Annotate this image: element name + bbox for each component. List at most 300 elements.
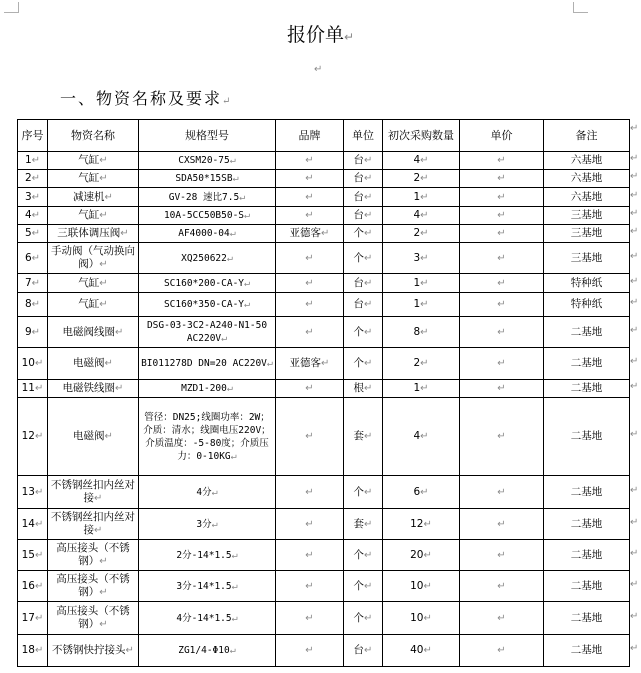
cell-text: 套	[353, 517, 365, 530]
cell-remarks	[544, 398, 630, 476]
cell-text: 个	[353, 485, 365, 498]
cell-mark: ↵	[99, 173, 108, 184]
cell-mark: ↵	[229, 645, 236, 656]
cell-text: 高压接头（不锈钢）	[56, 542, 130, 567]
cell-mark: ↵	[364, 252, 373, 264]
cell-text: 不锈钢快拧接头	[52, 644, 126, 656]
cell-remarks	[544, 602, 630, 635]
cell-mark: ↵	[420, 277, 429, 289]
cell-unit-price	[460, 225, 544, 243]
cell-spec	[139, 317, 276, 348]
cell-mark: ↵	[230, 450, 237, 462]
cell-text: XQ250622	[181, 252, 227, 264]
header-quantity: 初次采购数量	[383, 120, 460, 152]
cell-quantity	[383, 571, 460, 602]
cell-mark: ↵	[305, 580, 314, 592]
cell-text: AF4000-04	[178, 228, 230, 239]
cell-mark: ↵	[34, 580, 44, 592]
header-remarks: 备注	[544, 120, 630, 152]
cell-unit-price	[460, 317, 544, 348]
cell-text: 4	[24, 209, 32, 221]
cell-spec	[139, 540, 276, 571]
cell-text: 个	[353, 325, 365, 338]
cell-index	[18, 509, 48, 540]
cell-brand	[276, 571, 344, 602]
cell-mark: ↵	[305, 383, 314, 394]
table-row	[18, 509, 630, 540]
cell-mark: ↵	[34, 431, 44, 442]
cell-mark: ↵	[226, 383, 233, 394]
cell-mark: ↵	[364, 326, 373, 338]
cell-mark: ↵	[420, 252, 429, 264]
row-end-mark: ↵	[630, 484, 639, 496]
row-end-mark: ↵	[630, 171, 639, 182]
cell-quantity	[383, 380, 460, 398]
cell-mark: ↵	[305, 326, 314, 338]
cell-text: 2	[413, 172, 421, 184]
cell-index	[18, 152, 48, 170]
cell-mark: ↵	[364, 358, 373, 369]
cell-text: 二基地	[570, 430, 603, 442]
cell-spec	[139, 509, 276, 540]
cell-item-name	[48, 398, 139, 476]
cell-mark: ↵	[305, 431, 314, 442]
cell-spec	[139, 398, 276, 476]
cell-mark: ↵	[497, 358, 506, 369]
cell-mark: ↵	[497, 252, 506, 264]
cell-remarks	[544, 476, 630, 509]
cell-index	[18, 207, 48, 225]
cell-text: 6	[413, 485, 421, 498]
cell-text: 8	[413, 325, 421, 338]
cell-text: 不锈钢丝扣内丝对接	[51, 479, 135, 504]
cell-text: 三联体调压阀	[57, 227, 121, 239]
cell-spec	[139, 348, 276, 380]
cell-text: 1	[413, 276, 421, 289]
cell-mark: ↵	[364, 580, 373, 592]
cell-mark: ↵	[31, 191, 41, 203]
cell-unit	[344, 635, 383, 667]
row-end-mark: ↵	[630, 547, 639, 559]
cell-text: 套	[353, 430, 365, 442]
cell-mark: ↵	[31, 299, 41, 310]
cell-text: 气缸	[78, 209, 100, 221]
cell-mark: ↵	[34, 518, 44, 530]
cell-mark: ↵	[364, 431, 373, 442]
cell-index	[18, 274, 48, 293]
cell-index	[18, 170, 48, 188]
cell-mark: ↵	[231, 612, 238, 624]
cell-brand	[276, 225, 344, 243]
cell-remarks	[544, 243, 630, 274]
cell-text: 3	[413, 251, 421, 264]
cell-mark: ↵	[244, 277, 251, 289]
cell-text: 气缸	[78, 276, 100, 289]
cell-mark: ↵	[497, 191, 506, 203]
cell-text: 个	[353, 251, 365, 264]
table-row	[18, 317, 630, 348]
cell-text: 根	[353, 382, 365, 394]
cell-mark: ↵	[305, 252, 314, 264]
cell-mark: ↵	[497, 645, 506, 656]
cell-quantity	[383, 398, 460, 476]
cell-text: 2	[413, 357, 421, 369]
cell-spec	[139, 225, 276, 243]
table-row	[18, 571, 630, 602]
cell-item-name	[48, 207, 139, 225]
cell-index	[18, 317, 48, 348]
cell-text: 个	[353, 227, 365, 239]
row-end-mark: ↵	[630, 324, 639, 336]
table-row	[18, 348, 630, 380]
cell-mark: ↵	[211, 486, 218, 498]
cell-text: SC160*350-CA-Y	[163, 299, 245, 310]
cell-text: 气缸	[78, 172, 100, 184]
cell-mark: ↵	[364, 228, 373, 239]
cell-mark: ↵	[211, 518, 218, 530]
cell-quantity	[383, 207, 460, 225]
row-end-mark: ↵	[630, 429, 639, 440]
cell-spec	[139, 243, 276, 274]
cell-spec	[139, 571, 276, 602]
cell-text: 14	[21, 517, 35, 530]
cell-index	[18, 348, 48, 380]
cell-remarks	[544, 571, 630, 602]
cell-mark: ↵	[34, 645, 44, 656]
cell-unit	[344, 348, 383, 380]
cell-text: ZG1/4-Φ10	[178, 645, 230, 656]
cell-mark: ↵	[94, 493, 103, 504]
cell-text: 二基地	[570, 357, 603, 369]
cell-text: 高压接头（不锈钢）	[56, 605, 130, 630]
cell-mark: ↵	[34, 612, 44, 624]
cell-brand	[276, 188, 344, 207]
cell-mark: ↵	[229, 155, 236, 166]
cell-mark: ↵	[497, 383, 506, 394]
cell-mark: ↵	[423, 612, 432, 624]
cell-unit-price	[460, 274, 544, 293]
cell-brand	[276, 476, 344, 509]
cell-text: 2分-14*1.5	[176, 549, 232, 561]
row-end-mark: ↵	[630, 610, 639, 622]
cell-item-name	[48, 571, 139, 602]
cell-unit-price	[460, 540, 544, 571]
cell-unit-price	[460, 188, 544, 207]
cell-mark: ↵	[364, 549, 373, 561]
cell-mark: ↵	[232, 173, 239, 184]
cell-quantity	[383, 509, 460, 540]
cell-unit-price	[460, 170, 544, 188]
cell-mark: ↵	[115, 326, 124, 338]
cell-mark: ↵	[497, 173, 506, 184]
cell-remarks	[544, 635, 630, 667]
cell-mark: ↵	[423, 580, 432, 592]
cell-mark: ↵	[104, 431, 113, 442]
cell-text: 8	[24, 298, 32, 310]
cell-brand	[276, 635, 344, 667]
cell-item-name	[48, 293, 139, 317]
cell-remarks	[544, 317, 630, 348]
header-item-name: 物资名称	[48, 120, 139, 152]
cell-spec	[139, 188, 276, 207]
cell-unit-price	[460, 207, 544, 225]
cell-spec	[139, 380, 276, 398]
row-end-mark: ↵	[630, 297, 639, 308]
cell-text: 10A-5CC50B50-S	[163, 210, 245, 221]
cell-text: 7	[24, 276, 32, 289]
cell-text: 4分-14*1.5	[176, 612, 232, 624]
cell-mark: ↵	[497, 210, 506, 221]
cell-text: 9	[24, 325, 32, 338]
cell-mark: ↵	[364, 612, 373, 624]
cell-text: SDA50*15SB	[175, 173, 233, 184]
margin-mark-top-left	[4, 2, 19, 13]
table-row	[18, 602, 630, 635]
cell-index	[18, 293, 48, 317]
cell-mark: ↵	[364, 173, 373, 184]
cell-text: 台	[353, 154, 365, 166]
cell-mark: ↵	[305, 486, 314, 498]
cell-text: CXSM20-75	[178, 155, 230, 166]
cell-text: 个	[353, 611, 365, 624]
table-row	[18, 540, 630, 571]
cell-spec	[139, 602, 276, 635]
cell-mark: ↵	[321, 358, 330, 369]
cell-mark: ↵	[420, 326, 429, 338]
cell-text: 二基地	[570, 611, 603, 624]
cell-brand	[276, 380, 344, 398]
cell-mark: ↵	[31, 277, 41, 289]
cell-text: 电磁阀线圈	[62, 325, 116, 338]
cell-mark: ↵	[104, 191, 113, 203]
cell-text: 4分	[196, 486, 212, 498]
cell-item-name	[48, 170, 139, 188]
cell-item-name	[48, 152, 139, 170]
row-end-mark: ↵	[630, 208, 639, 219]
cell-text: 2	[24, 172, 32, 184]
cell-text: SC160*200-CA-Y	[163, 277, 245, 289]
cell-remarks	[544, 225, 630, 243]
cell-mark: ↵	[420, 155, 429, 166]
cell-mark: ↵	[99, 619, 108, 630]
cell-text: 不锈钢丝扣内丝对接	[51, 511, 135, 536]
cell-text: 电磁阀	[73, 430, 105, 442]
cell-text: 1	[413, 298, 421, 310]
cell-unit-price	[460, 476, 544, 509]
cell-text: 2	[413, 227, 421, 239]
cell-text: 三基地	[570, 251, 603, 264]
cell-text: 亚德客	[289, 357, 322, 369]
cell-item-name	[48, 540, 139, 571]
cell-text: 二基地	[570, 382, 603, 394]
cell-unit	[344, 380, 383, 398]
cell-remarks	[544, 274, 630, 293]
cell-spec	[139, 152, 276, 170]
cell-quantity	[383, 152, 460, 170]
cell-text: 17	[21, 611, 35, 624]
cell-spec	[139, 274, 276, 293]
cell-mark: ↵	[497, 486, 506, 498]
cell-unit	[344, 152, 383, 170]
cell-mark: ↵	[364, 645, 373, 656]
cell-unit	[344, 571, 383, 602]
cell-spec	[139, 293, 276, 317]
cell-unit	[344, 243, 383, 274]
row-end-mark: ↵	[630, 356, 639, 367]
cell-mark: ↵	[305, 277, 314, 289]
cell-mark: ↵	[99, 277, 108, 289]
cell-item-name	[48, 274, 139, 293]
cell-mark: ↵	[497, 580, 506, 592]
cell-index	[18, 380, 48, 398]
cell-text: 三基地	[570, 227, 603, 239]
cell-unit	[344, 602, 383, 635]
cell-index	[18, 188, 48, 207]
cell-item-name	[48, 188, 139, 207]
row-end-mark: ↵	[630, 123, 639, 134]
cell-mark: ↵	[423, 518, 432, 530]
cell-mark: ↵	[266, 358, 273, 369]
cell-quantity	[383, 602, 460, 635]
cell-unit-price	[460, 152, 544, 170]
cell-mark: ↵	[305, 549, 314, 561]
cell-brand	[276, 274, 344, 293]
row-end-mark: ↵	[630, 578, 639, 590]
cell-unit	[344, 540, 383, 571]
cell-unit	[344, 398, 383, 476]
section-heading: 一、物资名称及要求↵	[60, 89, 233, 108]
row-end-mark: ↵	[630, 643, 639, 654]
cell-remarks	[544, 380, 630, 398]
cell-mark: ↵	[31, 210, 41, 221]
cell-mark: ↵	[420, 210, 429, 221]
cell-mark: ↵	[305, 645, 314, 656]
cell-quantity	[383, 243, 460, 274]
cell-mark: ↵	[115, 383, 124, 394]
cell-brand	[276, 317, 344, 348]
cell-text: 3分	[196, 518, 212, 530]
cell-mark: ↵	[364, 299, 373, 310]
cell-remarks	[544, 509, 630, 540]
cell-remarks	[544, 188, 630, 207]
cell-text: 三基地	[570, 209, 603, 221]
cell-mark: ↵	[364, 210, 373, 221]
cell-item-name	[48, 476, 139, 509]
cell-mark: ↵	[420, 299, 429, 310]
cell-text: 12	[21, 430, 35, 442]
cell-item-name	[48, 602, 139, 635]
cell-quantity	[383, 274, 460, 293]
cell-mark: ↵	[364, 155, 373, 166]
cell-mark: ↵	[305, 173, 314, 184]
cell-mark: ↵	[31, 173, 41, 184]
cell-index	[18, 602, 48, 635]
cell-mark: ↵	[497, 549, 506, 561]
cell-text: 13	[21, 485, 35, 498]
cell-mark: ↵	[99, 259, 108, 270]
table-row	[18, 476, 630, 509]
cell-mark: ↵	[497, 431, 506, 442]
cell-unit-price	[460, 635, 544, 667]
cell-text: 1	[413, 190, 421, 203]
cell-text: 40	[410, 644, 424, 656]
cell-text: GV-28 速比7.5	[168, 191, 240, 203]
cell-quantity	[383, 476, 460, 509]
cell-text: 10	[21, 357, 35, 369]
cell-text: 15	[21, 548, 35, 561]
cell-unit-price	[460, 293, 544, 317]
cell-mark: ↵	[244, 299, 251, 310]
cell-text: 台	[353, 298, 365, 310]
cell-mark: ↵	[99, 587, 108, 598]
cell-item-name	[48, 317, 139, 348]
margin-mark-top-right	[573, 2, 588, 13]
cell-text: 3	[24, 190, 32, 203]
cell-text: 4	[413, 430, 421, 442]
cell-mark: ↵	[420, 431, 429, 442]
cell-text: 1	[413, 382, 421, 394]
row-end-mark: ↵	[630, 516, 639, 528]
cell-text: 特种纸	[570, 276, 603, 289]
cell-unit-price	[460, 380, 544, 398]
cell-unit	[344, 509, 383, 540]
cell-text: 16	[21, 579, 35, 592]
cell-text: 手动阀（气动换向阀）	[51, 245, 135, 270]
cell-text: BI011278D DN=20 AC220V	[141, 358, 267, 369]
cell-mark: ↵	[99, 210, 108, 221]
cell-quantity	[383, 635, 460, 667]
cell-brand	[276, 398, 344, 476]
cell-mark: ↵	[229, 228, 236, 239]
header-brand: 品牌	[276, 120, 344, 152]
cell-text: 二基地	[570, 548, 603, 561]
cell-text: 4	[413, 209, 421, 221]
cell-brand	[276, 540, 344, 571]
cell-brand	[276, 293, 344, 317]
cell-text: 4	[413, 154, 421, 166]
cell-text: 六基地	[570, 190, 603, 203]
cell-mark: ↵	[497, 326, 506, 338]
cell-mark: ↵	[104, 358, 113, 369]
cell-text: 六基地	[570, 154, 603, 166]
table-row	[18, 225, 630, 243]
cell-unit-price	[460, 348, 544, 380]
cell-mark: ↵	[120, 228, 129, 239]
cell-mark: ↵	[221, 333, 228, 344]
row-end-mark: ↵	[630, 226, 639, 237]
cell-mark: ↵	[497, 277, 506, 289]
cell-index	[18, 476, 48, 509]
cell-text: 个	[353, 579, 365, 592]
cell-text: 个	[353, 357, 365, 369]
table-row	[18, 188, 630, 207]
cell-unit	[344, 225, 383, 243]
cell-text: 台	[353, 172, 365, 184]
cell-text: 10	[410, 611, 424, 624]
cell-mark: ↵	[321, 228, 330, 239]
cell-remarks	[544, 293, 630, 317]
cell-text: 6	[24, 251, 32, 264]
cell-unit	[344, 293, 383, 317]
paragraph-mark: ↵	[314, 64, 323, 75]
cell-index	[18, 571, 48, 602]
cell-text: 二基地	[570, 325, 603, 338]
cell-text: 减速机	[73, 190, 105, 203]
cell-unit-price	[460, 571, 544, 602]
cell-remarks	[544, 540, 630, 571]
cell-mark: ↵	[420, 173, 429, 184]
cell-mark: ↵	[305, 191, 314, 203]
